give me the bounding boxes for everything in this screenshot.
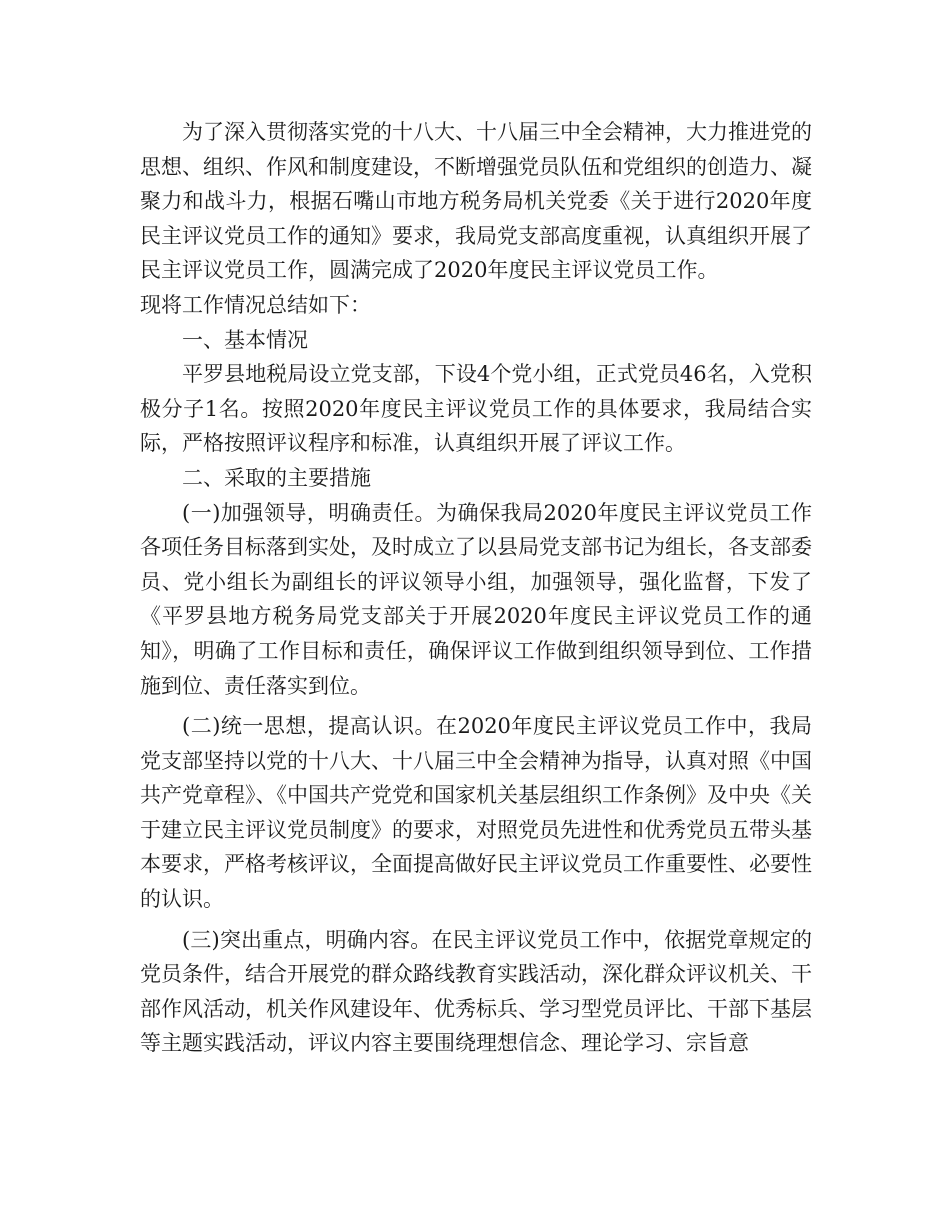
paragraph-measure-3: (三)突出重点，明确内容。在民主评议党员工作中，依据党章规定的党员条件，结合开展党的群众路线教育实践活动，深化群众评议机关、干部作风活动，机关作风建设年、优秀标兵、学习型党员评比、干部下基层等主题实践活动，评议内容主要围绕理想信念、理论学习、宗旨意 <box>140 927 812 1056</box>
paragraph-measure-1: (一)加强领导，明确责任。为确保我局2020年度民主评议党员工作各项任务目标落到实处，及时成立了以县局党支部书记为组长，各支部委员、党小组长为副组长的评议领导小组，加强领导，强化监督，下发了《平罗县地方税务局党支部关于开展2020年度民主评议党员工作的通知》，明确了工作目标和责任，确保评议工作做到组织领导到位、工作措施到位、责任落实到位。 <box>140 500 812 698</box>
paragraph-intro: 为了深入贯彻落实党的十八大、十八届三中全会精神，大力推进党的思想、组织、作风和制度建设，不断增强党员队伍和党组织的创造力、凝聚力和战斗力，根据石嘴山市地方税务局机关党委《关于进行2020年度民主评议党员工作的通知》要求，我局党支部高度重视，认真组织开展了民主评议党员工作，圆满完成了2020年度民主评议党员工作。 <box>140 120 812 283</box>
paragraph-measure-2: (二)统一思想，提高认识。在2020年度民主评议党员工作中，我局党支部坚持以党的十八大、十八届三中全会精神为指导，认真对照《中国共产党章程》、《中国共产党党和国家机关基层组织工作条例》及中央《关于建立民主评议党员制度》的要求，对照党员先进性和优秀党员五带头基本要求，严格考核评议，全面提高做好民主评议党员工作重要性、必要性的认识。 <box>140 714 812 912</box>
section-heading-measures: 二、采取的主要措施 <box>182 465 371 490</box>
paragraph-summary-lead: 现将工作情况总结如下： <box>140 292 371 317</box>
document-body <box>140 115 812 1061</box>
section-heading-basic: 一、基本情况 <box>182 327 308 352</box>
paragraph-basic: 平罗县地税局设立党支部，下设4个党小组，正式党员46名，入党积极分子1名。按照2020年度民主评议党员工作的具体要求，我局结合实际，严格按照评议程序和标准，认真组织开展了评议工作。 <box>140 362 812 456</box>
